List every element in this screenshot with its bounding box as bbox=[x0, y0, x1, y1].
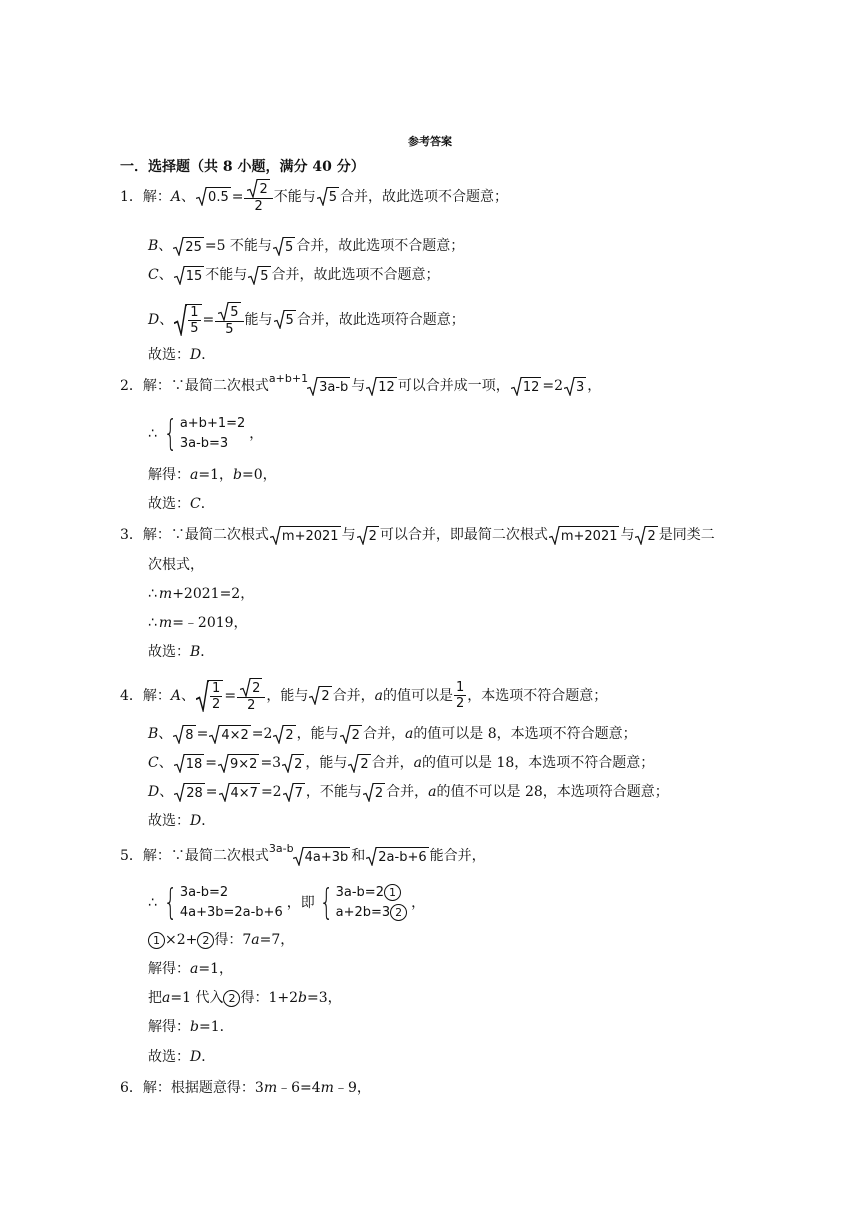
text: =1， bbox=[198, 467, 233, 483]
radicand: 7 bbox=[294, 783, 305, 802]
therefore-symbol: ∴ bbox=[148, 895, 157, 911]
text: 解得： bbox=[148, 467, 190, 483]
var: m bbox=[320, 1080, 334, 1096]
sqrt bbox=[209, 725, 250, 744]
radicand: 2 bbox=[251, 678, 262, 697]
q1-option-d-label: D bbox=[148, 311, 160, 328]
text: 解：∵最简二次根式 bbox=[142, 527, 269, 543]
sqrt bbox=[273, 237, 295, 256]
var: a bbox=[404, 726, 414, 742]
text: 不能与 bbox=[205, 267, 248, 283]
equation: 3a-b=2 bbox=[335, 885, 384, 900]
text: 合并， bbox=[332, 687, 375, 704]
equation: a+2b=3 bbox=[335, 905, 391, 920]
sqrt bbox=[218, 754, 259, 773]
equals: = bbox=[224, 687, 237, 704]
text: 次根式， bbox=[148, 557, 204, 573]
sqrt bbox=[196, 187, 231, 206]
text: +2021=2， bbox=[172, 586, 255, 602]
radicand: 2a-b+6 bbox=[377, 847, 428, 866]
radicand: 12 bbox=[522, 377, 542, 396]
text: 解得： bbox=[148, 1019, 190, 1035]
radicand: m+2021 bbox=[281, 526, 341, 545]
text: 解：根据题意得：3 bbox=[142, 1080, 264, 1096]
text: 合并，故此选项不合题意； bbox=[296, 238, 465, 254]
brace: { bbox=[163, 882, 178, 923]
q1-answer bbox=[148, 345, 215, 365]
radicand: 5 bbox=[259, 266, 270, 285]
answer-period: ． bbox=[201, 1049, 216, 1065]
q5-step-4 bbox=[148, 1017, 234, 1037]
q1-line-a: 1． 解： A 、 0.5 = $\frac{2}{2}$ 不能与 5 合并，故此选项不合题意； bbox=[120, 179, 508, 214]
sqrt bbox=[196, 680, 223, 712]
text: ×2+ bbox=[165, 932, 198, 948]
text: ，即 bbox=[286, 895, 315, 911]
text: =0， bbox=[241, 467, 277, 483]
radicand: 4×2 bbox=[220, 725, 250, 744]
text: =﹣2019， bbox=[172, 615, 248, 631]
text: ﹣6=4 bbox=[277, 1080, 321, 1096]
q4-option-d-label: D bbox=[148, 784, 160, 800]
var: m bbox=[158, 615, 173, 631]
q4-option-c-label: C bbox=[148, 755, 159, 771]
numerator: 1 bbox=[212, 680, 221, 696]
radicand: 3 bbox=[575, 377, 586, 396]
text: 解： bbox=[142, 687, 171, 704]
radicand: 2 bbox=[258, 179, 269, 198]
text: =2 bbox=[260, 784, 282, 800]
equation: a+b+1=2 bbox=[179, 416, 246, 431]
sqrt bbox=[511, 377, 542, 396]
sqrt bbox=[174, 754, 205, 773]
equation: 3a-b=3 bbox=[179, 436, 229, 451]
answer-prefix: 故选： bbox=[148, 644, 190, 660]
var: m bbox=[263, 1080, 278, 1096]
text: ， bbox=[587, 378, 602, 394]
numerator: 1 bbox=[190, 304, 199, 320]
q4-line-d: D 、 28 = 4×7 =2 7 ，不能与 2 合并， a 的值不可以是 28，本选项符合题意； bbox=[148, 784, 669, 801]
q5-answer bbox=[148, 1047, 215, 1067]
radicand: 2 bbox=[293, 754, 304, 773]
text: 解：∵最简二次根式 bbox=[142, 378, 269, 394]
sqrt bbox=[173, 725, 195, 744]
fraction bbox=[237, 678, 265, 713]
answer-letter: C bbox=[190, 496, 201, 512]
sqrt bbox=[219, 783, 260, 802]
sqrt bbox=[307, 377, 350, 396]
text: ，能与 bbox=[305, 755, 348, 771]
var: b bbox=[190, 1019, 199, 1035]
sqrt bbox=[366, 847, 428, 866]
q1-line-d: D 、 $\frac{1}{5}$ = $\frac{5}{5}$ 能与 5 合并，故此选项符合题意； bbox=[148, 302, 465, 337]
q1-line-b: B 、 25 =5 不能与 5 合并，故此选项不合题意； bbox=[148, 238, 465, 255]
sqrt bbox=[293, 847, 351, 866]
var: a bbox=[162, 990, 171, 1006]
brace: { bbox=[319, 882, 334, 923]
equation: 3a-b=2 bbox=[179, 885, 229, 900]
q6-number: 6． bbox=[120, 1080, 143, 1096]
q3-step-1 bbox=[148, 584, 254, 604]
equals: = bbox=[202, 311, 215, 328]
answer-period: ． bbox=[201, 347, 216, 363]
q1-lead: 解： bbox=[142, 188, 171, 205]
answer-period: ． bbox=[200, 644, 215, 660]
var: b bbox=[298, 990, 307, 1006]
text: 合并， bbox=[371, 755, 414, 771]
answer-period: ． bbox=[201, 813, 216, 829]
answer-prefix: 故选： bbox=[148, 813, 190, 829]
text: 的值可以是 8，本选项不符合题意； bbox=[413, 726, 637, 742]
q5-step-3 bbox=[148, 988, 342, 1008]
text: 合并， bbox=[386, 784, 429, 800]
q5-line-1 bbox=[120, 842, 486, 866]
numerator: 1 bbox=[455, 680, 465, 695]
text: 合并，故此选项不合题意； bbox=[340, 188, 509, 205]
text: 与 bbox=[341, 527, 356, 543]
q4-option-b-label: B bbox=[148, 726, 159, 742]
radicand: 2 bbox=[351, 725, 362, 744]
equals: = bbox=[231, 188, 244, 205]
q1-option-b-label: B bbox=[148, 238, 159, 254]
sqrt bbox=[174, 783, 205, 802]
therefore-symbol: ∴ bbox=[148, 586, 157, 602]
q2-line-1 bbox=[120, 372, 602, 396]
therefore-symbol: ∴ bbox=[148, 426, 157, 442]
radicand: 25 bbox=[184, 237, 204, 256]
text: =3， bbox=[306, 990, 342, 1006]
q2-solution bbox=[148, 465, 277, 485]
answer-letter: D bbox=[190, 1049, 202, 1065]
q1-option-c-label: C bbox=[148, 267, 159, 283]
circled-number: 2 bbox=[197, 932, 214, 949]
radicand: 9×2 bbox=[229, 754, 259, 773]
var: a bbox=[190, 467, 199, 483]
text: =1， bbox=[198, 961, 233, 977]
fraction bbox=[215, 302, 243, 337]
q4-number: 4． bbox=[120, 687, 143, 704]
text: =1 代入 bbox=[170, 990, 224, 1006]
q4-line-c: C 、 18 = 9×2 =3 2 ，能与 2 合并， a 的值可以是 18，本选项不符合题意； bbox=[148, 755, 655, 772]
text: 合并，故此选项符合题意； bbox=[296, 311, 465, 328]
sqrt bbox=[348, 754, 370, 773]
q1-number: 1． bbox=[120, 188, 143, 205]
radicand: m+2021 bbox=[560, 526, 620, 545]
sqrt bbox=[174, 266, 205, 285]
text: ，本选项不符合题意； bbox=[467, 687, 608, 704]
sqrt bbox=[366, 377, 397, 396]
var: a bbox=[413, 755, 422, 771]
sqrt bbox=[549, 526, 620, 545]
sqrt bbox=[174, 304, 201, 336]
q4-answer bbox=[148, 811, 215, 831]
answer-letter: D bbox=[190, 347, 202, 363]
sqrt bbox=[635, 526, 657, 545]
circled-number: 2 bbox=[390, 904, 407, 921]
text: =1． bbox=[198, 1019, 234, 1035]
text: ﹣9， bbox=[333, 1080, 371, 1096]
radicand: 5 bbox=[328, 187, 339, 206]
sqrt bbox=[282, 754, 304, 773]
text: ， bbox=[249, 426, 264, 442]
radicand: 5 bbox=[285, 310, 296, 329]
denominator: 5 bbox=[190, 320, 199, 336]
q3-answer bbox=[148, 642, 214, 662]
text: 和 bbox=[351, 848, 366, 864]
q6-line-1 bbox=[120, 1078, 371, 1098]
q5-systems bbox=[148, 883, 425, 923]
var: a bbox=[374, 687, 383, 704]
var: a bbox=[190, 961, 199, 977]
radicand: 2 bbox=[374, 783, 385, 802]
denominator: 2 bbox=[455, 696, 465, 711]
sqrt bbox=[317, 187, 339, 206]
answer-prefix: 故选： bbox=[148, 1049, 190, 1065]
radicand: 8 bbox=[184, 725, 195, 744]
radicand: 2 bbox=[320, 686, 331, 705]
text: 能与 bbox=[244, 311, 273, 328]
text: =2 bbox=[251, 726, 273, 742]
root-index: a+b+1 bbox=[268, 372, 309, 385]
q4-line-b: B 、 8 = 4×2 =2 2 ，能与 2 合并， a 的值可以是 8，本选项不符合题意； bbox=[148, 726, 637, 743]
radicand: 18 bbox=[185, 754, 205, 773]
text: 得：7 bbox=[214, 932, 252, 948]
fraction bbox=[454, 680, 466, 711]
sqrt bbox=[274, 310, 296, 329]
equals: = bbox=[205, 784, 218, 800]
q2-number: 2． bbox=[120, 378, 143, 394]
q5-step-2 bbox=[148, 959, 233, 979]
page-title: 参考答案 bbox=[408, 135, 452, 148]
text: 与 bbox=[351, 378, 366, 394]
text: 与 bbox=[620, 527, 635, 543]
text: =5 不能与 bbox=[204, 238, 272, 254]
circled-number: 1 bbox=[384, 884, 401, 901]
sqrt bbox=[248, 266, 270, 285]
radicand: 2 bbox=[284, 725, 295, 744]
radicand: 28 bbox=[185, 783, 205, 802]
radicand: 2 bbox=[359, 754, 370, 773]
denominator: 5 bbox=[225, 322, 234, 337]
var: m bbox=[158, 586, 173, 602]
var: b bbox=[233, 467, 242, 483]
radicand: 2 bbox=[368, 526, 379, 545]
root-index: 3a-b bbox=[268, 842, 294, 855]
q1-line-c: C 、 15 不能与 5 合并，故此选项不合题意； bbox=[148, 267, 440, 284]
radicand: 5 bbox=[229, 302, 240, 321]
text: 可以合并，即最简二次根式 bbox=[379, 527, 548, 543]
sqrt bbox=[309, 686, 331, 705]
q3-line-2 bbox=[148, 555, 204, 575]
equals: = bbox=[205, 755, 217, 771]
radicand: 5 bbox=[284, 237, 295, 256]
text: 解：∵最简二次根式 bbox=[142, 848, 269, 864]
text: 不能与 bbox=[273, 188, 316, 205]
answer-prefix: 故选： bbox=[148, 347, 190, 363]
var: a bbox=[428, 784, 437, 800]
fraction bbox=[244, 179, 272, 214]
q3-step-2 bbox=[148, 613, 248, 633]
text: ，能与 bbox=[266, 687, 309, 704]
text: =7， bbox=[259, 932, 295, 948]
denominator: 2 bbox=[254, 199, 263, 214]
circled-number: 2 bbox=[223, 990, 240, 1007]
sqrt bbox=[270, 526, 341, 545]
equals: = bbox=[196, 726, 209, 742]
text: 的值可以是 18，本选项不符合题意； bbox=[422, 755, 655, 771]
var: a bbox=[251, 932, 260, 948]
radicand: 4a+3b bbox=[304, 847, 351, 866]
sqrt bbox=[363, 783, 385, 802]
text: ，能与 bbox=[296, 726, 339, 742]
sqrt bbox=[564, 377, 586, 396]
therefore-symbol: ∴ bbox=[148, 615, 157, 631]
denominator: 2 bbox=[247, 698, 256, 713]
text: 合并，故此选项不合题意； bbox=[271, 267, 440, 283]
radicand: 4×7 bbox=[230, 783, 260, 802]
sqrt bbox=[357, 526, 379, 545]
brace: { bbox=[163, 413, 178, 454]
q4-option-a-label: A bbox=[170, 687, 182, 704]
sqrt bbox=[283, 783, 305, 802]
answer-letter: D bbox=[190, 813, 202, 829]
radicand: 12 bbox=[377, 377, 397, 396]
text: 得：1+2 bbox=[240, 990, 298, 1006]
sqrt bbox=[340, 725, 362, 744]
text: =3 bbox=[260, 755, 282, 771]
radicand: 2 bbox=[646, 526, 657, 545]
text: 合并， bbox=[362, 726, 405, 742]
q3-number: 3． bbox=[120, 527, 143, 543]
denominator: 2 bbox=[212, 696, 221, 712]
radicand: 3a-b bbox=[318, 377, 350, 396]
text: 可以合并成一项， bbox=[397, 378, 510, 394]
section-heading: 一．选择题（共 8 小题，满分 40 分） bbox=[120, 159, 365, 175]
text: ，不能与 bbox=[305, 784, 362, 800]
q3-line-1 bbox=[120, 525, 715, 545]
text: 的值不可以是 28，本选项符合题意； bbox=[436, 784, 669, 800]
sqrt bbox=[273, 725, 295, 744]
text: 把 bbox=[148, 990, 162, 1006]
text: 能合并， bbox=[429, 848, 486, 864]
q2-system bbox=[148, 414, 263, 454]
answer-prefix: 故选： bbox=[148, 496, 190, 512]
answer-period: ． bbox=[200, 496, 215, 512]
answer-letter: B bbox=[190, 644, 201, 660]
q1-option-a-label: A bbox=[170, 188, 182, 205]
circled-number: 1 bbox=[148, 932, 165, 949]
text: =2 bbox=[542, 378, 563, 394]
text: 是同类二 bbox=[658, 527, 715, 543]
q2-answer bbox=[148, 494, 215, 514]
radicand: 15 bbox=[185, 266, 205, 285]
text: 的值可以是 bbox=[382, 687, 453, 704]
q5-step-1 bbox=[148, 930, 294, 950]
q4-line-a: 4． 解： A 、 $\frac{1}{2}$ = $\frac{2}{2}$ ，能与 2 合并， a 的值可以是 $\frac{1}{2}$ ，本选项不符合题意； bbox=[120, 680, 608, 713]
text: 解得： bbox=[148, 961, 190, 977]
sqrt bbox=[173, 237, 204, 256]
radicand: 0.5 bbox=[207, 187, 231, 206]
text: ， bbox=[411, 895, 426, 911]
equation: 4a+3b=2a-b+6 bbox=[179, 905, 283, 920]
q5-number: 5． bbox=[120, 848, 143, 864]
